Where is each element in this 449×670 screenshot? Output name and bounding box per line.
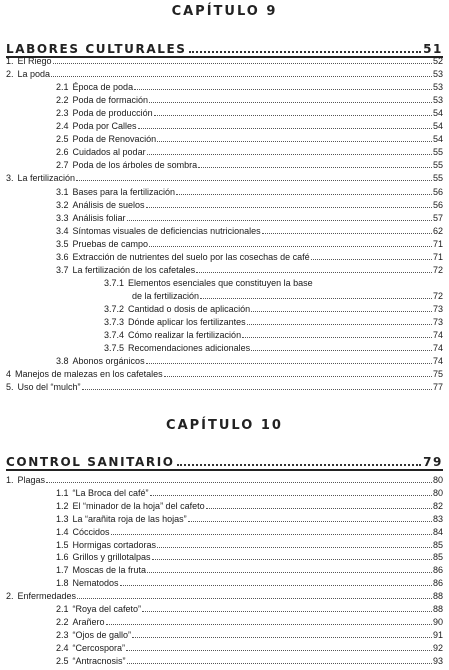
dot-leader [77, 590, 432, 599]
dot-leader [247, 316, 432, 325]
entry-title: Cóccidos [72, 526, 110, 537]
dot-leader [157, 539, 432, 548]
toc-entry[interactable] [56, 539, 443, 551]
entry-title: Poda de formación [72, 95, 149, 106]
dot-leader [189, 42, 422, 53]
entry-title: Hormigas cortadoras [72, 539, 157, 550]
entry-page: 54 [432, 108, 443, 119]
dot-leader [206, 500, 432, 509]
entry-title: “Ojos de gallo” [72, 629, 132, 640]
dot-leader [147, 146, 432, 155]
toc-entry[interactable] [6, 55, 443, 67]
entry-page: 93 [432, 655, 443, 666]
entry-number: 3.7.2 [104, 303, 125, 314]
entry-title: Poda por Calles [72, 121, 137, 132]
entry-page: 91 [432, 629, 443, 640]
toc-entry[interactable] [6, 368, 443, 380]
entry-page: 71 [432, 238, 443, 249]
toc-entry[interactable] [56, 616, 443, 628]
entry-page: 86 [432, 565, 443, 576]
entry-page: 56 [432, 186, 443, 197]
entry-title: Nematodos [72, 578, 119, 589]
toc-entry[interactable] [56, 577, 443, 589]
toc-entry[interactable] [104, 303, 443, 315]
entry-page: 77 [432, 382, 443, 393]
toc-entry[interactable] [56, 107, 443, 119]
entry-title: Uso del “mulch” [17, 382, 81, 393]
entry-number: 2.2 [56, 616, 69, 627]
entry-page: 84 [432, 526, 443, 537]
toc-section-labores-culturales[interactable] [6, 42, 443, 56]
entry-title: Moscas de la fruta [72, 565, 147, 576]
dot-leader [188, 513, 432, 522]
entry-number: 2.5 [56, 134, 69, 145]
entry-number: 2.6 [56, 147, 69, 158]
entry-number: 3.1 [56, 186, 69, 197]
entry-title: Arañero [72, 616, 105, 627]
entry-number: 2. [6, 69, 14, 80]
entry-page: 88 [432, 591, 443, 602]
toc-entry[interactable] [56, 264, 443, 276]
entry-number: 3.6 [56, 251, 69, 262]
entry-page: 71 [432, 251, 443, 262]
dot-leader [120, 577, 432, 586]
toc-entry[interactable] [56, 120, 443, 132]
dot-leader [142, 603, 432, 612]
entry-page: 54 [432, 121, 443, 132]
entry-number: 3.7.5 [104, 343, 125, 354]
dot-leader [127, 212, 432, 221]
entry-number: 1.3 [56, 513, 69, 524]
entry-number: 1. [6, 475, 14, 485]
toc-entry[interactable] [56, 513, 443, 525]
entry-page: 92 [432, 642, 443, 653]
entry-page: 56 [432, 199, 443, 210]
dot-leader [147, 564, 432, 573]
entry-title: El “minador de la hoja” del cafeto [72, 500, 205, 511]
entry-page: 82 [432, 500, 443, 511]
entry-number: 1.8 [56, 578, 69, 589]
toc-entry[interactable] [56, 551, 443, 563]
dot-leader [251, 342, 432, 351]
entry-number: 3.7.4 [104, 330, 125, 341]
dot-leader [149, 94, 432, 103]
dot-leader [82, 381, 432, 390]
entry-page: 55 [432, 173, 443, 184]
dot-leader [53, 55, 432, 64]
toc-entry[interactable] [56, 500, 443, 512]
dot-leader [177, 455, 422, 466]
entry-page: 72 [432, 290, 443, 301]
toc-entry[interactable] [56, 251, 443, 263]
entry-title: Extracción de nutrientes del suelo por las cosechas de café [72, 251, 310, 262]
entry-number: 3.7.1 [104, 277, 125, 288]
entry-number: 5. [6, 382, 14, 393]
entry-title: “La Broca del café” [72, 487, 149, 498]
entry-title: Abonos orgánicos [72, 356, 145, 367]
entry-number: 1.1 [56, 487, 69, 498]
toc-entry[interactable] [56, 564, 443, 576]
toc-entry[interactable] [56, 655, 443, 667]
entry-number: 1.5 [56, 539, 69, 550]
dot-leader [134, 81, 432, 90]
dot-leader [127, 655, 432, 664]
entry-title: Enfermedades [17, 591, 77, 602]
entry-number: 1.7 [56, 565, 69, 576]
toc-entry[interactable] [56, 487, 443, 499]
toc-entry[interactable] [56, 225, 443, 237]
dot-leader [242, 329, 432, 338]
entry-number: 3.2 [56, 199, 69, 210]
entry-number: 2. [6, 591, 14, 602]
dot-leader [262, 225, 432, 234]
dot-leader [157, 133, 432, 142]
entry-number: 2.4 [56, 642, 69, 653]
entry-page: 85 [432, 539, 443, 550]
section-underline [6, 469, 443, 471]
toc-entry[interactable] [6, 68, 443, 80]
entry-number: 2.3 [56, 108, 69, 119]
entry-title: Elementos esenciales que constituyen la base [128, 277, 313, 288]
dot-leader [76, 172, 432, 181]
entry-title: Dónde aplicar los fertilizantes [128, 317, 246, 327]
entry-title: Cómo realizar la fertilización [128, 330, 242, 341]
entry-title: “Cercospora” [72, 642, 126, 653]
entry-title-continued: de la fertilización [132, 290, 200, 301]
entry-title: Análisis de suelos [72, 199, 145, 210]
entry-page: 53 [432, 82, 443, 93]
toc-entry-continuation[interactable] [132, 290, 443, 302]
toc-entry[interactable] [6, 590, 443, 602]
section-title: LABORES CULTURALES [6, 42, 187, 56]
entry-number: 2.3 [56, 629, 69, 640]
entry-title: Pruebas de campo [72, 238, 149, 249]
entry-page: 55 [432, 160, 443, 171]
toc-entry[interactable] [56, 159, 443, 171]
entry-title: Bases para la fertilización [72, 186, 176, 197]
entry-page: 55 [432, 147, 443, 158]
toc-entry[interactable] [104, 329, 443, 341]
entry-title: Cuidados al podar [72, 147, 146, 158]
entry-title: Análisis foliar [72, 212, 126, 223]
entry-page: 74 [432, 356, 443, 367]
toc-entry[interactable] [56, 186, 443, 198]
entry-page: 72 [432, 264, 443, 275]
entry-title: “Roya del cafeto” [72, 604, 142, 614]
dot-leader [200, 290, 432, 299]
entry-title: Plagas [17, 475, 46, 485]
entry-page: 53 [432, 95, 443, 106]
entry-title: La fertilización [17, 173, 76, 184]
toc-entry[interactable] [6, 381, 443, 393]
toc-entry[interactable] [104, 342, 443, 354]
entry-page: 62 [432, 225, 443, 236]
entry-title: Grillos y grillotalpas [72, 552, 151, 563]
entry-page: 54 [432, 134, 443, 145]
entry-page: 74 [432, 343, 443, 354]
dot-leader [146, 199, 432, 208]
entry-number: 2.1 [56, 82, 69, 93]
section-title: CONTROL SANITARIO [6, 455, 175, 469]
entry-page: 85 [432, 552, 443, 563]
dot-leader [146, 355, 432, 364]
toc-entry[interactable] [56, 603, 443, 615]
dot-leader [198, 159, 432, 168]
entry-page: 80 [432, 487, 443, 498]
toc-entry[interactable] [56, 238, 443, 250]
entry-number: 2.1 [56, 604, 69, 614]
chapter-10-title: CAPÍTULO 10 [166, 418, 283, 433]
dot-leader [106, 616, 432, 625]
entry-page: 73 [432, 303, 443, 314]
entry-title: La poda [17, 69, 51, 80]
entry-title: La fertilización de los cafetales [72, 264, 196, 275]
entry-title: El Riego [17, 56, 52, 66]
entry-number: 1.2 [56, 500, 69, 511]
entry-number: 3.7 [56, 264, 69, 275]
entry-title: Cantidad o dosis de aplicación [128, 303, 251, 314]
dot-leader [111, 526, 432, 535]
entry-page: 52 [432, 56, 443, 66]
toc-entry[interactable] [56, 199, 443, 211]
entry-number: 3.8 [56, 356, 69, 367]
dot-leader [164, 368, 432, 377]
toc-entry[interactable] [56, 146, 443, 158]
dot-leader [176, 186, 432, 195]
dot-leader [126, 642, 432, 651]
toc-entry[interactable] [56, 355, 443, 367]
entry-page: 80 [432, 475, 443, 485]
toc-entry[interactable] [104, 316, 443, 328]
entry-number: 1. [6, 56, 14, 66]
entry-number: 1.4 [56, 526, 69, 537]
toc-entry[interactable] [56, 133, 443, 145]
entry-page: 53 [432, 69, 443, 80]
toc-entry[interactable] [56, 629, 443, 641]
toc-entry[interactable] [56, 94, 443, 106]
dot-leader [154, 107, 432, 116]
entry-page: 74 [432, 330, 443, 341]
chapter-9-title: CAPÍTULO 9 [171, 4, 278, 19]
dot-leader [132, 629, 432, 638]
entry-page: 86 [432, 578, 443, 589]
dot-leader [251, 303, 432, 312]
entry-title: “Antracnosis” [72, 655, 126, 666]
dot-leader [150, 487, 432, 496]
toc-entry[interactable] [56, 212, 443, 224]
toc-entry[interactable] [6, 474, 443, 486]
entry-number: 2.5 [56, 655, 69, 666]
entry-page: 57 [432, 212, 443, 223]
entry-title: Época de poda [72, 82, 134, 93]
dot-leader [149, 238, 432, 247]
toc-entry[interactable] [56, 526, 443, 538]
toc-entry[interactable] [104, 277, 443, 289]
entry-title: Poda de producción [72, 108, 153, 119]
entry-title: Manejos de malezas en los cafetales [15, 369, 163, 380]
entry-title: Recomendaciones adicionales [128, 343, 251, 354]
entry-number: 2.7 [56, 160, 69, 171]
dot-leader [46, 474, 432, 483]
toc-entry[interactable] [56, 81, 443, 93]
entry-number: 4 [6, 369, 12, 380]
toc-entry[interactable] [6, 172, 443, 184]
entry-title: Poda de Renovación [72, 134, 157, 145]
entry-number: 3.4 [56, 225, 69, 236]
entry-number: 1.6 [56, 552, 69, 563]
dot-leader [152, 551, 432, 560]
entry-title: Poda de los árboles de sombra [72, 160, 198, 171]
toc-entry[interactable] [56, 642, 443, 654]
toc-section-control-sanitario[interactable] [6, 455, 443, 469]
entry-title: Síntomas visuales de deficiencias nutricionales [72, 225, 261, 236]
entry-number: 2.4 [56, 121, 69, 132]
section-page: 51 [423, 42, 443, 56]
entry-number: 3.5 [56, 238, 69, 249]
entry-page: 73 [432, 317, 443, 327]
entry-number: 3.3 [56, 212, 69, 223]
entry-page: 90 [432, 616, 443, 627]
entry-title: La “arañita roja de las hojas” [72, 513, 187, 524]
entry-page: 83 [432, 513, 443, 524]
dot-leader [138, 120, 432, 129]
dot-leader [51, 68, 432, 77]
section-page: 79 [423, 455, 443, 469]
entry-page: 88 [432, 604, 443, 614]
entry-number: 2.2 [56, 95, 69, 106]
entry-page: 75 [432, 369, 443, 380]
entry-number: 3.7.3 [104, 317, 125, 327]
dot-leader [311, 251, 432, 260]
dot-leader [196, 264, 432, 273]
entry-number: 3. [6, 173, 14, 184]
